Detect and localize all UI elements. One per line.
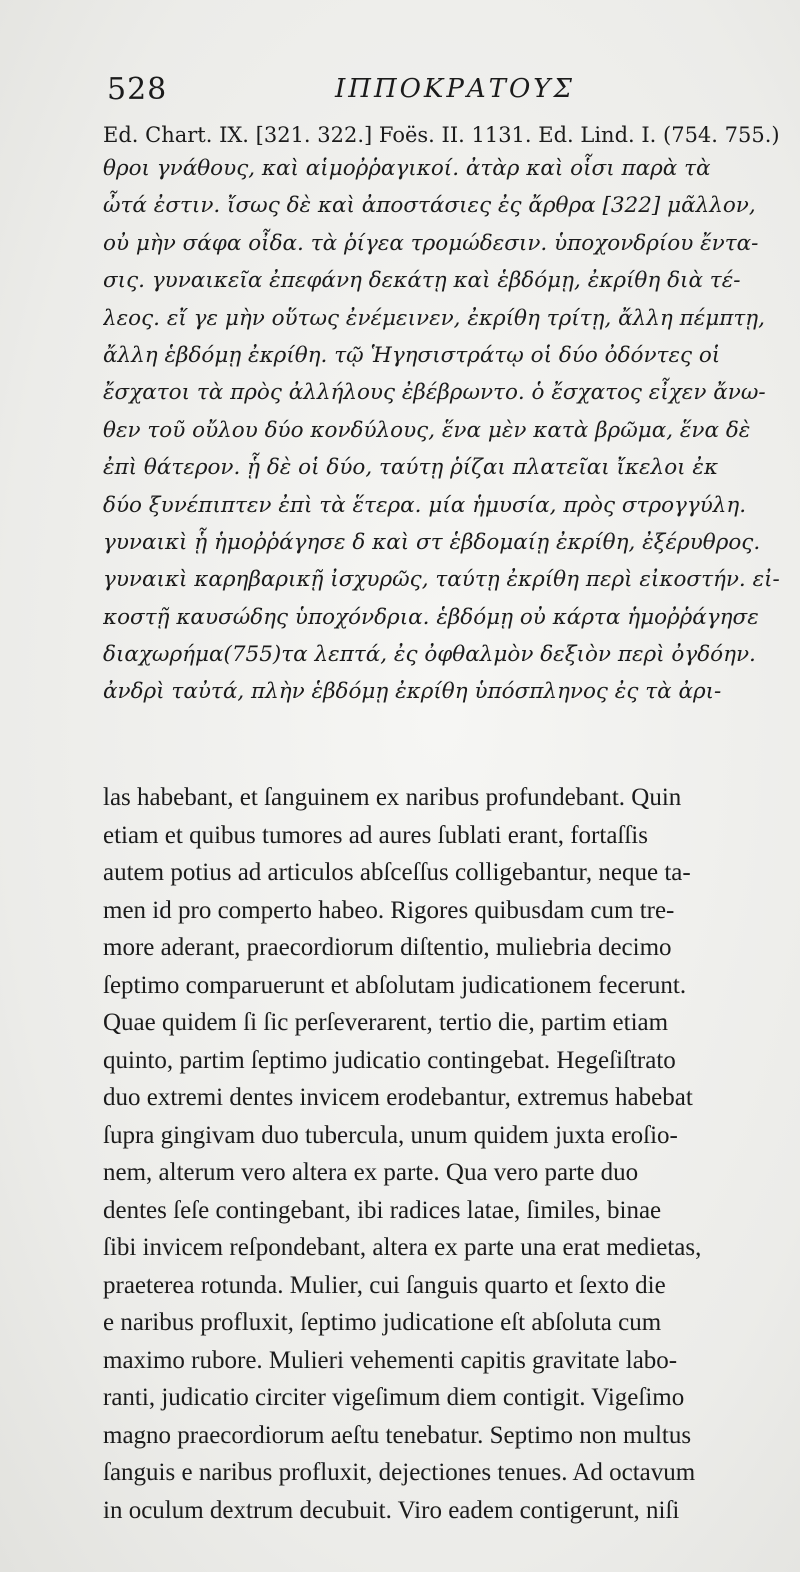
page-header [105, 70, 795, 110]
greek-line: θροι γνάθους, καὶ αἱμοῤῥαγικοί. ἀτὰρ καὶ οἷσι παρὰ τὰ [103, 156, 711, 181]
greek-text-block [103, 150, 793, 711]
greek-line: δύο ξυνέπιπτεν ἐπὶ τὰ ἕτερα. μία ἡμυσία, πρὸς στρογγύλη. [103, 492, 747, 518]
greek-line: ἐπὶ θάτερον. ᾗ δὲ οἱ δύο, ταύτῃ ῥίζαι πλατεῖαι ἴκελοι ἐκ [103, 455, 719, 481]
greek-line: οὐ μὴν σάφα οἶδα. τὰ ῥίγεα τρομώδεσιν. ὑποχονδρίου ἔντα- [103, 230, 759, 256]
latin-line: Quae quidem ſi ſic perſeverarent, tertio die, partim etiam [103, 1009, 669, 1036]
latin-line: e naribus profluxit, ſeptimo judicatione eſt abſoluta cum [103, 1309, 662, 1336]
latin-line: quinto, partim ſeptimo judicatio contingebat. Hegeſiſtrato [103, 1046, 676, 1074]
latin-line: etiam et quibus tumores ad aures ſublati erant, fortaſſis [103, 821, 648, 849]
latin-line: more aderant, praecordiorum diſtentio, muliebria decimo [103, 934, 672, 961]
latin-line: las habebant, et ſanguinem ex naribus profundebant. Quin [103, 784, 682, 811]
latin-line: men id pro comperto habeo. Rigores quibusdam cum tre- [103, 896, 675, 924]
greek-line: ὦτά ἐστιν. ἴσως δὲ καὶ ἀποστάσιες ἐς ἄρθρα [322] μᾶλλον, [103, 193, 756, 219]
greek-line: ἔσχατοι τὰ πρὸς ἀλλήλους ἐβέβρωντο. ὁ ἔσχατος εἶχεν ἄνω- [103, 380, 766, 406]
greek-line: γυναικὶ καρηβαρικῇ ἰσχυρῶς, ταύτῃ ἐκρίθη περὶ εἰκοστήν. εἰ- [103, 567, 780, 593]
latin-line: ſibi invicem reſpondebant, altera ex parte una erat medietas, [103, 1234, 702, 1261]
page-number: 528 [107, 72, 168, 107]
latin-line: dentes ſeſe contingebant, ibi radices latae, ſimiles, binae [103, 1196, 662, 1224]
latin-line: autem potius ad articulos abſceſſus colligebantur, neque ta- [103, 859, 691, 886]
greek-line: κοστῇ καυσώδης ὑποχόνδρια. ἑβδόμῃ οὐ κάρτα ἡμοῤῥάγησε [103, 604, 759, 630]
latin-line: ſanguis e naribus profluxit, dejectiones tenues. Ad octavum [103, 1459, 696, 1486]
greek-line: διαχωρήμα(755)τα λεπτά, ἐς ὀφθαλμὸν δεξιὸν περὶ ὀγδόην. [103, 642, 756, 668]
greek-line: θεν τοῦ οὔλου δύο κονδύλους, ἕνα μὲν κατὰ βρῶμα, ἕνα δὲ [103, 417, 751, 443]
greek-line: γυναικὶ ᾗ ἡμοῤῥάγησε δ καὶ στ ἑβδομαίῃ ἐκρίθη, ἐξέρυθρος. [103, 529, 761, 555]
greek-line: ἀνδρὶ ταὐτά, πλὴν ἑβδόμῃ ἐκρίθη ὑπόσπληνος ἐς τὰ ἀρι- [103, 679, 722, 705]
greek-line: σις. γυναικεῖα ἐπεφάνη δεκάτῃ καὶ ἑβδόμῃ, ἐκρίθη διὰ τέ- [103, 268, 741, 294]
latin-text-block [103, 779, 793, 1529]
latin-line: nem, alterum vero altera ex parte. Qua vero parte duo [103, 1159, 639, 1186]
latin-line: ſupra gingivam duo tubercula, unum quidem juxta eroſio- [103, 1121, 678, 1149]
latin-line: duo extremi dentes invicem erodebantur, extremus habebat [103, 1084, 693, 1111]
latin-line: ranti, judicatio circiter vigeſimum diem contigit. Vigeſimo [103, 1384, 685, 1411]
edition-references: Ed. Chart. IX. [321. 322.] Foës. II. 1131. Ed. Lind. I. (754. 755.) [103, 123, 780, 147]
latin-line: magno praecordiorum aeſtu tenebatur. Septimo non multus [103, 1421, 692, 1449]
latin-line: ſeptimo comparuerunt et abſolutam judicationem fecerunt. [103, 971, 687, 999]
running-title: ΙΠΠΟΚΡΑΤΟΥΣ [335, 74, 575, 104]
greek-line: ἄλλη ἑβδόμῃ ἐκρίθη. τῷ Ἡγησιστράτῳ οἱ δύο ὀδόντες οἱ [103, 342, 721, 368]
latin-line: in oculum dextrum decubuit. Viro eadem contigerunt, niſi [103, 1496, 680, 1524]
latin-line: praeterea rotunda. Mulier, cui ſanguis quarto et ſexto die [103, 1271, 666, 1299]
latin-line: maximo rubore. Mulieri vehementi capitis gravitate labo- [103, 1346, 678, 1374]
greek-line: λεος. εἴ γε μὴν οὕτως ἐνέμεινεν, ἐκρίθη τρίτῃ, ἄλλη πέμπτῃ, [103, 305, 765, 331]
